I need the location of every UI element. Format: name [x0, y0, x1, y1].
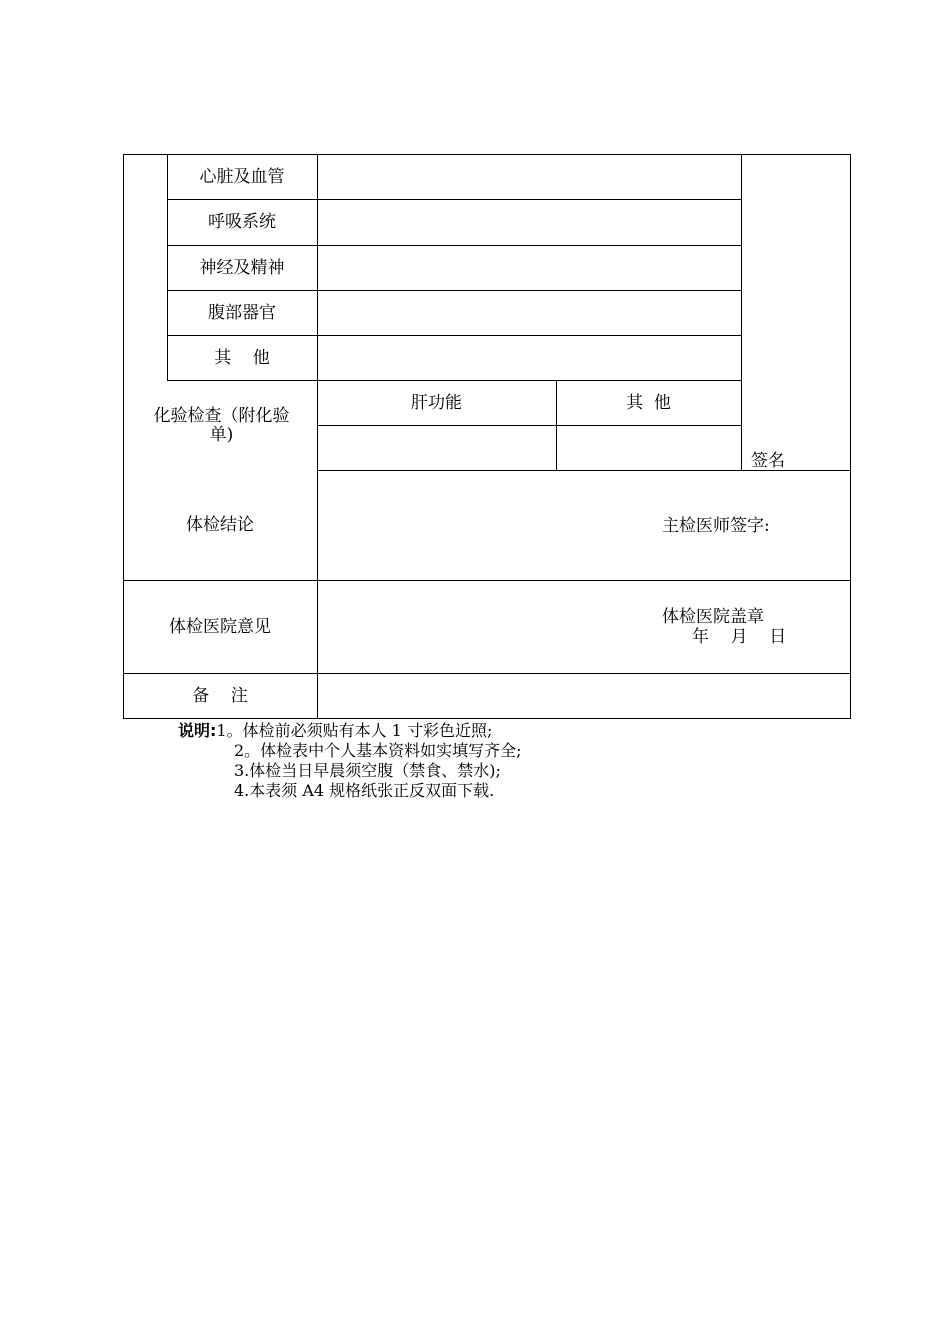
hospital-opinion-field[interactable] [318, 581, 648, 673]
table-bottom-border [123, 718, 851, 719]
note-item-4: 4.本表须 A4 规格纸张正反双面下载. [234, 781, 495, 800]
exam-item-respiratory: 呼吸系统 [208, 212, 276, 232]
table-right-border [850, 154, 851, 719]
signature-field[interactable] [742, 155, 850, 450]
note-item-1: 1。体检前必须贴有本人 1 寸彩色近照; [216, 721, 493, 740]
lab-value-other[interactable] [557, 426, 741, 470]
notes-section [178, 721, 522, 801]
remarks-label: 备 注 [192, 686, 248, 706]
exam-value-cardio[interactable] [318, 155, 741, 199]
conclusion-field[interactable] [318, 471, 648, 580]
hospital-opinion-label: 体检医院意见 [169, 617, 271, 637]
doctor-signature-label: 主检医师签字: [662, 516, 770, 536]
note-item-3: 3.体检当日早晨须空腹（禁食、禁水); [234, 761, 501, 780]
note-item-2: 2。体检表中个人基本资料如实填写齐全; [234, 741, 522, 760]
exam-item-cardio: 心脏及血管 [199, 167, 285, 187]
row-divider [167, 380, 742, 381]
lab-col-other: 其 他 [626, 393, 671, 413]
exam-value-respiratory[interactable] [318, 200, 741, 245]
exam-value-neuro[interactable] [318, 246, 741, 290]
remarks-field[interactable] [318, 674, 850, 718]
conclusion-label: 体检结论 [186, 515, 254, 535]
exam-item-abdominal: 腹部器官 [208, 303, 276, 323]
exam-value-abdominal[interactable] [318, 291, 741, 335]
lab-value-liver[interactable] [318, 426, 556, 470]
exam-value-other[interactable] [318, 336, 741, 380]
lab-col-liver: 肝功能 [411, 393, 462, 413]
signature-label: 签名 [751, 451, 785, 471]
exam-item-other: 其 他 [214, 348, 270, 368]
lab-label-line1: 化验检查（附化验 [153, 406, 290, 426]
lab-label-line2: 单) [209, 425, 234, 445]
exam-item-neuro: 神经及精神 [199, 258, 285, 278]
hospital-date-label: 年 月 日 [692, 627, 787, 647]
hospital-stamp-label: 体检医院盖章 [662, 607, 764, 627]
notes-title: 说明: [178, 721, 217, 740]
